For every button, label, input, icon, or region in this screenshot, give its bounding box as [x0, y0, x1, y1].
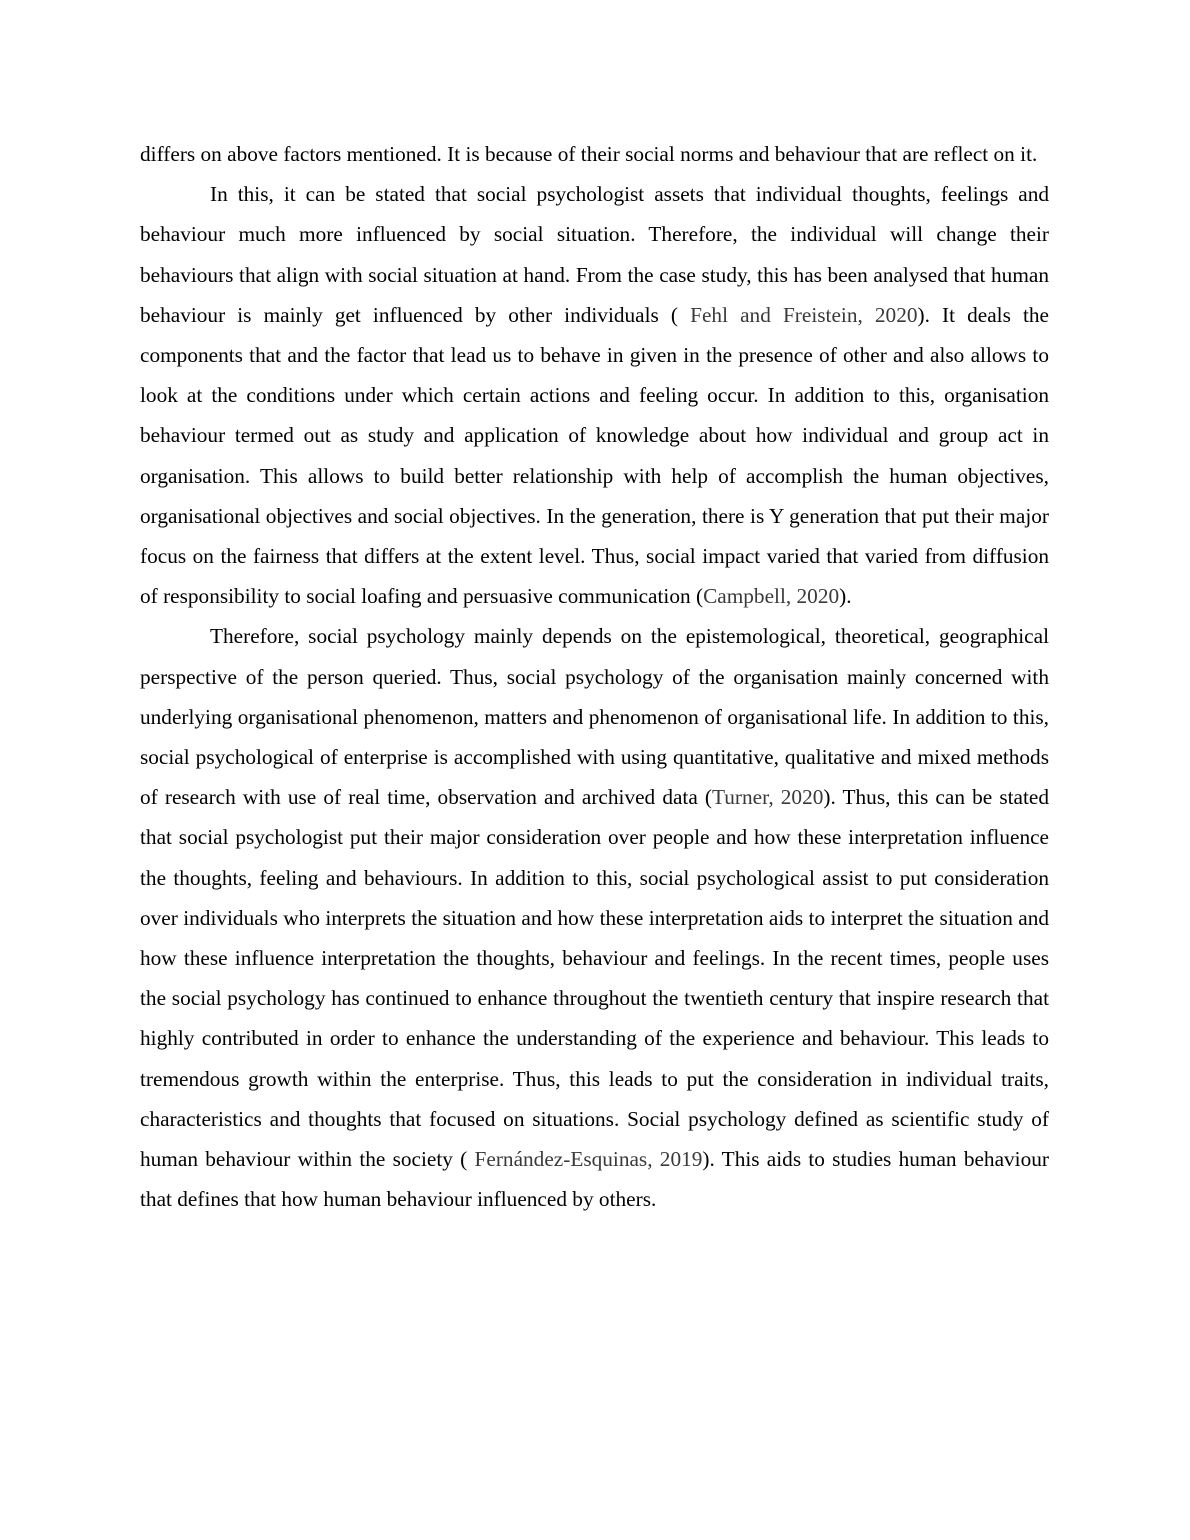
paragraph-1 — [140, 134, 1049, 174]
paragraph-text: ). Thus, this can be stated that social psychologist put their major consideration over people and how these interpretation influence the thoughts, feeling and behaviours. In addition to this, social psychological assist to put consideration over individuals who interprets the situation and how these interpretation aids to interpret the situation and how these influence interpretation the thoughts, behaviour and feelings. In the recent times, people uses the social psychology has continued to enhance throughout the twentieth century that inspire research that highly contributed in order to enhance the understanding of the experience and behaviour. This leads to tremendous growth within the enterprise. Thus, this leads to put the consideration in individual traits, characteristics and thoughts that focused on situations. Social psychology defined as scientific study of human behaviour within the society ( — [140, 785, 1049, 1172]
paragraph-text: ). It deals the components that and the factor that lead us to behave in given in the presence of other and also allows to look at the conditions under which certain actions and feeling occur. In addition to this, organisation behaviour termed out as study and application of knowledge about how individual and group act in organisation. This allows to build better relationship with help of accomplish the human objectives, organisational objectives and social objectives. In the generation, there is Y generation that put their major focus on the fairness that differs at the extent level. Thus, social impact varied that varied from diffusion of responsibility to social loafing and persuasive communication ( — [140, 302, 1050, 609]
paragraph-3 — [140, 616, 1049, 1219]
paragraph-text: differs on above factors mentioned. It is because of their social norms and behaviour that are reflect on it. — [140, 142, 1038, 166]
citation-turner: Turner, 2020 — [712, 785, 824, 810]
paragraph-text: In this, it can be stated that social psychologist assets that individual thoughts, feelings and behaviour much more influenced by social situation. Therefore, the individual will change their behaviours that align with social situation at hand. From the case study, this has been analysed that human behaviour is mainly get influenced by other individuals ( — [140, 182, 1049, 327]
paragraph-text: Therefore, social psychology mainly depends on the epistemological, theoretical, geographical perspective of the person queried. Thus, social psychology of the organisation mainly concerned with underlying organisational phenomenon, matters and phenomenon of organisational life. In addition to this, social psychological of enterprise is accomplished with using quantitative, qualitative and mixed methods of research with use of real time, observation and archived data ( — [140, 624, 1049, 810]
citation-campbell: Campbell, 2020 — [703, 584, 840, 609]
paragraph-2 — [140, 174, 1049, 616]
citation-fehl-freistein: Fehl and Freistein, 2020 — [690, 302, 918, 327]
citation-fernandez-esquinas: Fernández-Esquinas, 2019 — [474, 1147, 703, 1172]
paragraph-text: ). — [839, 584, 852, 609]
paragraph-text: ). This aids to studies human behaviour that defines that how human behaviour influenced by others. — [140, 1147, 1049, 1212]
body-text — [140, 134, 1049, 1219]
